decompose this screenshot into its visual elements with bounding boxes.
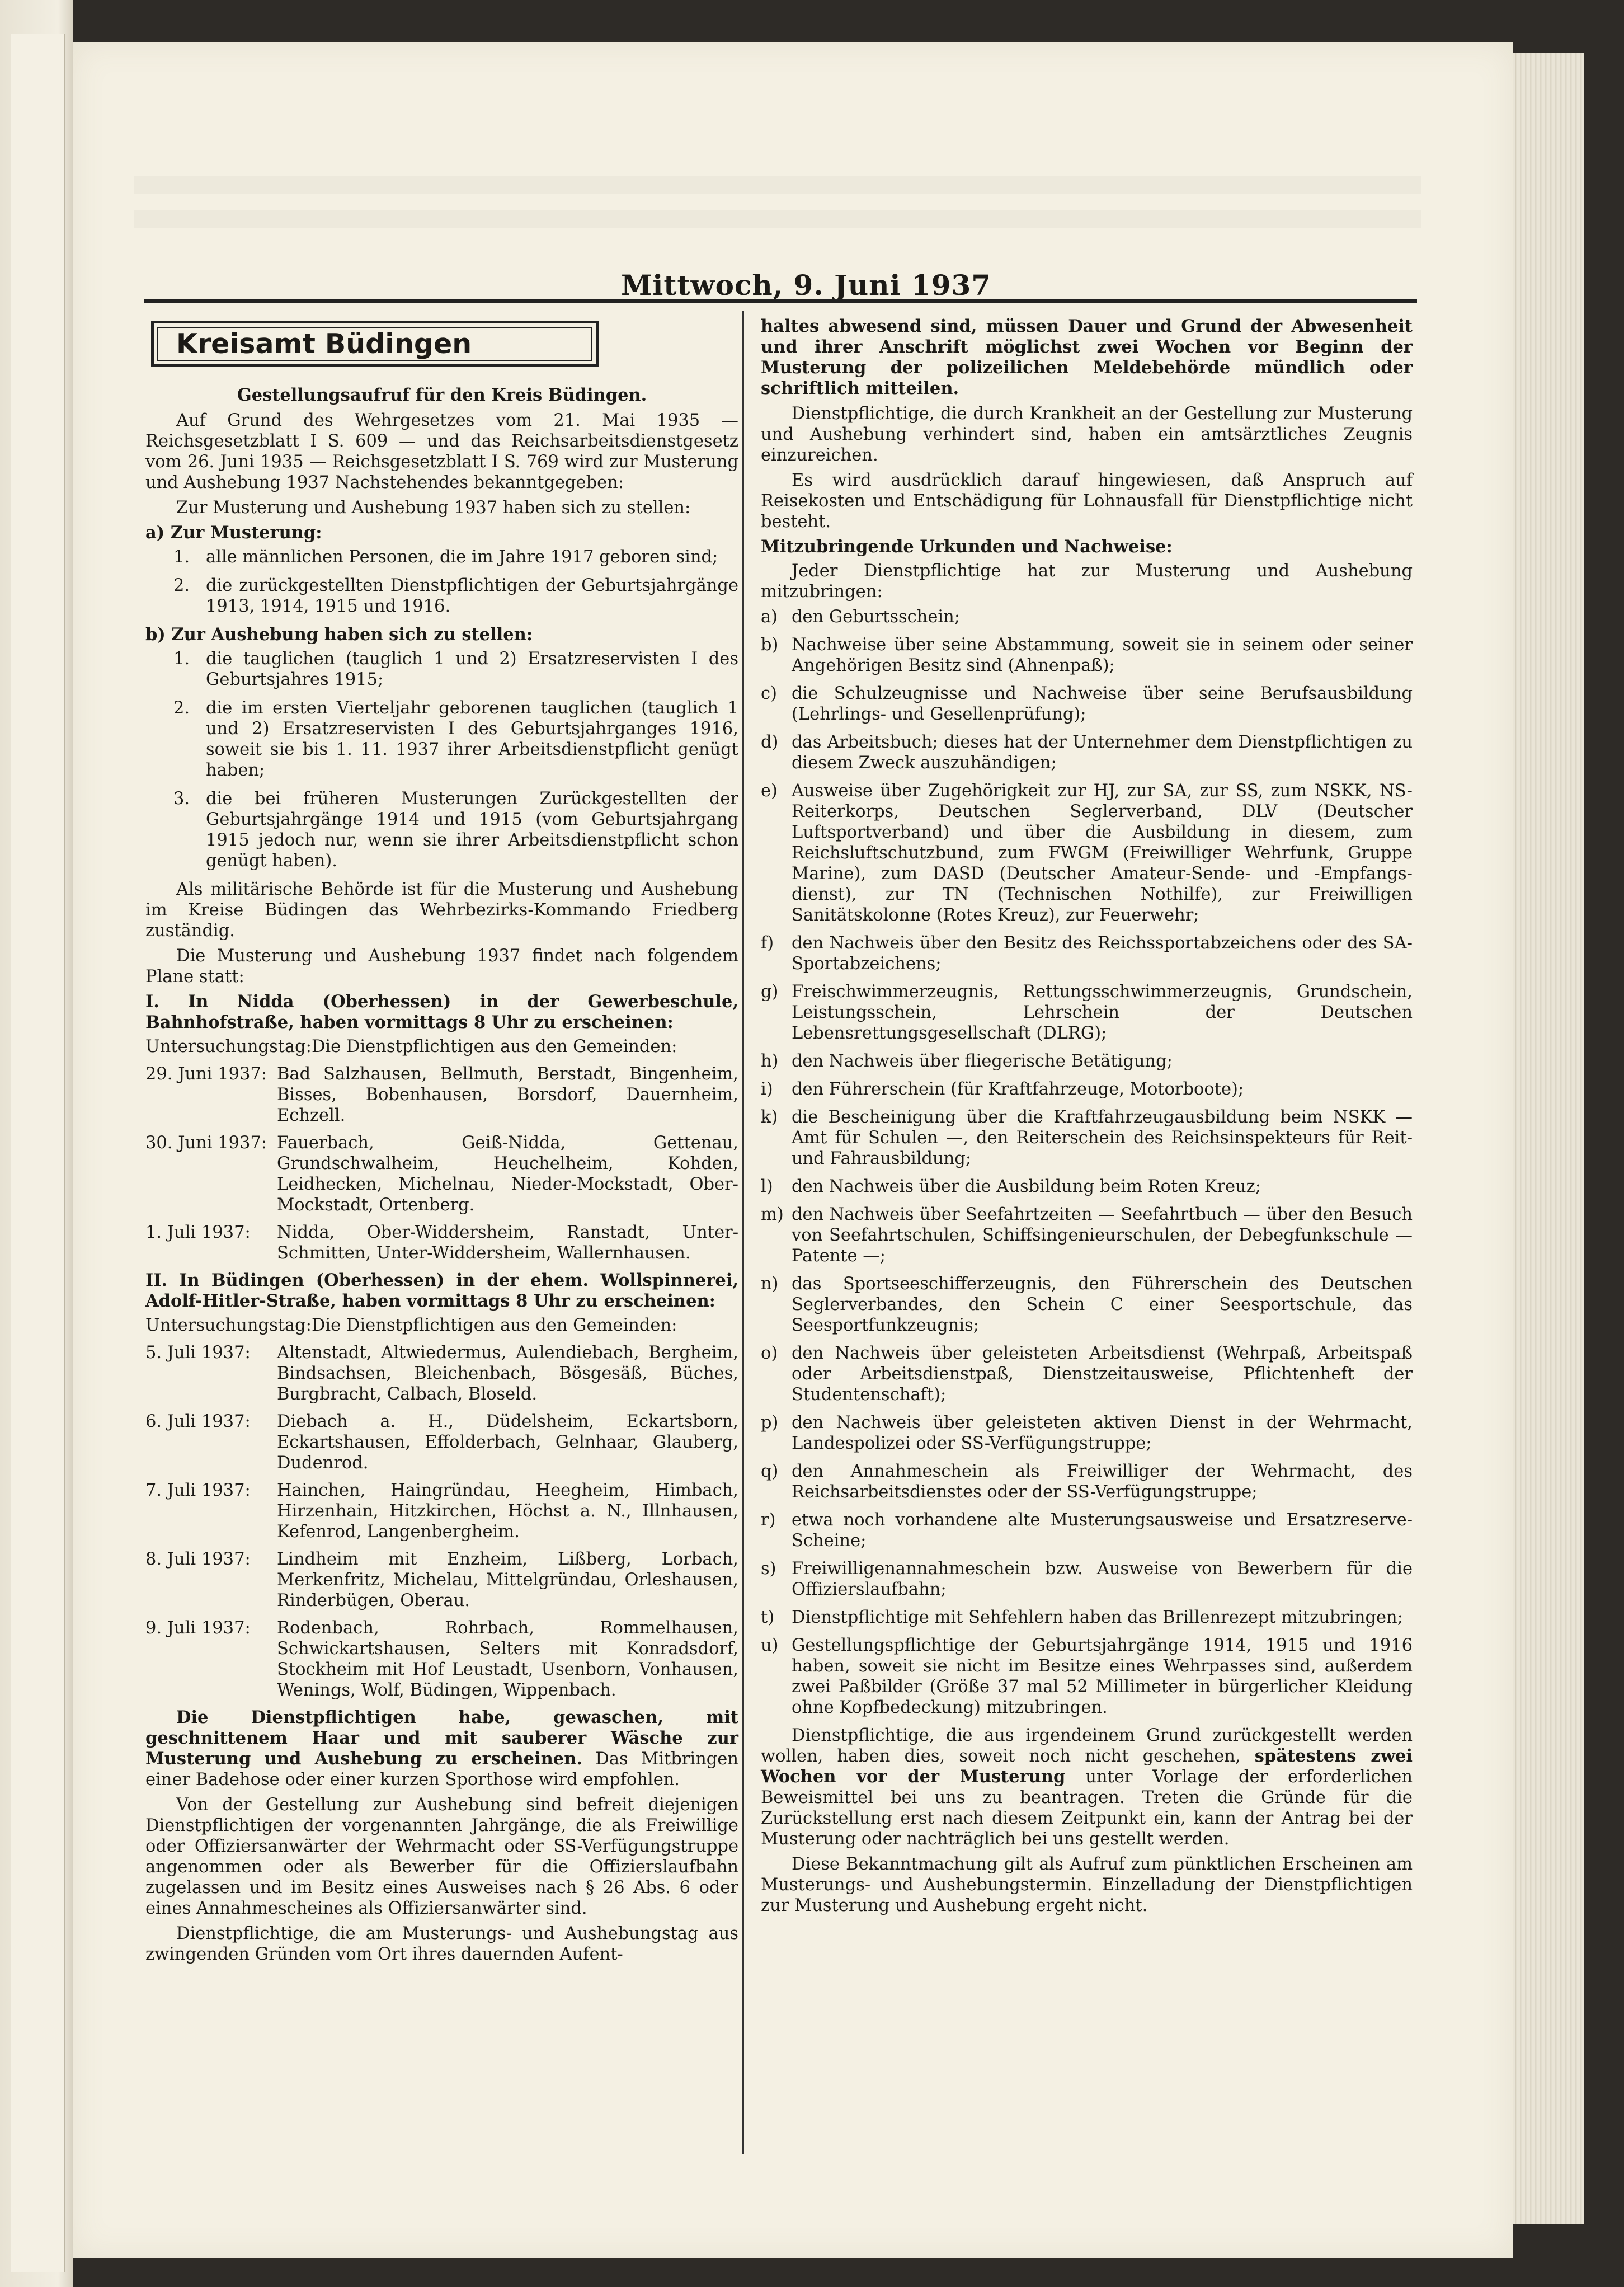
document-item-letter: o) xyxy=(761,1344,778,1363)
section-a-heading: a) Zur Musterung: xyxy=(145,523,322,543)
document-item xyxy=(761,1051,1413,1072)
schedule-row: 29. Juni 1937: Bad Salzhausen, Bellmuth, Berstadt, Bingenheim, Bisses, Bobenhausen, Borsdorf, Dauernheim, Echzell. xyxy=(145,1064,738,1125)
schedule-row: 9. Juli 1937: Rodenbach, Rohrbach, Rommelhausen, Schwickartshausen, Selters mit Konradsdorf, Stockheim mit Hof Leustadt, Usenborn, Vonhausen, Wenings, Wolf, Büdingen, Wippenbach. xyxy=(145,1618,738,1700)
bleed-through-line xyxy=(134,210,1421,228)
intro-paragraph-2: Zur Musterung und Aushebung 1937 haben sich zu stellen: xyxy=(176,498,691,518)
document-item-letter: i) xyxy=(761,1079,773,1099)
absence-paragraph-start: Dienstpflichtige, die am Musterungs- und Aushebungstag aus zwingenden Gründen vom Ort ihres dauernden Aufent- xyxy=(145,1924,738,1964)
list-item: 2. die zurückgestellten Dienstpflichtigen der Geburtsjahrgänge 1913, 1914, 1915 und 1916. xyxy=(173,576,738,616)
document-item-letter: t) xyxy=(761,1608,775,1627)
hygiene-paragraph xyxy=(145,1707,738,1790)
document-item-text: die Bescheinigung über die Kraftfahrzeugausbildung beim NSKK — Amt für Schulen —, den Reiterschein des Reichsinspekteurs für Reit- und Fahrausbildung; xyxy=(792,1107,1413,1168)
document-item-letter: f) xyxy=(761,933,774,953)
document-item-text: den Nachweis über geleisteten aktiven Dienst in der Wehrmacht, Landespolizei oder SS-Verfügungstruppe; xyxy=(792,1413,1413,1453)
document-item-letter: q) xyxy=(761,1462,779,1481)
document-item xyxy=(761,781,1413,926)
document-item xyxy=(761,1343,1413,1405)
document-item-text: den Nachweis über die Ausbildung beim Roten Kreuz; xyxy=(792,1177,1261,1196)
document-item xyxy=(761,1558,1413,1600)
document-item xyxy=(761,1412,1413,1454)
schedule-header: Untersuchungstag: Die Dienstpflichtigen aus den Gemeinden: xyxy=(145,1316,677,1335)
document-item xyxy=(761,1176,1413,1197)
document-item-text: das Arbeitsbuch; dieses hat der Unternehmer dem Dienstpflichtigen zu diesem Zweck auszuhändigen; xyxy=(792,732,1413,773)
document-item-letter: c) xyxy=(761,684,777,703)
intro-paragraph: Auf Grund des Wehrgesetzes vom 21. Mai 1935 — Reichsgesetzblatt I S. 609 — und das Reichsarbeitsdienstgesetz vom 26. Juni 1935 — Reichsgesetzblatt I S. 769 wird zur Musterung und Aushebung 1937 Nachstehendes bekanntgegeben: xyxy=(145,411,738,492)
document-item-letter: b) xyxy=(761,635,779,655)
document-item xyxy=(761,1510,1413,1551)
list-item: 1. die tauglichen (tauglich 1 und 2) Ersatzreservisten I des Geburtsjahres 1915; xyxy=(173,649,738,689)
document-item xyxy=(761,732,1413,773)
left-page-sheet xyxy=(11,34,65,2272)
documents-list xyxy=(761,607,1413,1718)
document-item-letter: s) xyxy=(761,1559,776,1579)
schedule-header: Untersuchungstag: Die Dienstpflichtigen aus den Gemeinden: xyxy=(145,1037,677,1056)
document-item xyxy=(761,1635,1413,1718)
document-item-letter: g) xyxy=(761,982,779,1002)
document-item-text: Ausweise über Zugehörigkeit zur HJ, zur SA, zur SS, zum NSKK, NS-Reiterkorps, Deutschen Seglerverband, DLV (Deutscher Luftsportverband) und über die Ausbildung in diesem, zum Reichsluftschutzbund, zum FWGM (Freiwilliger Wehrfunk, Gruppe Marine), zum DASD (Deutscher Amateur-Sende- und -Empfangs-dienst), zur TN (Technischen Nothilfe), zur Freiwilligen Sanitätskolonne (Rotes Kreuz), zur Feuerwehr; xyxy=(792,781,1413,925)
document-item-text: Dienstpflichtige mit Sehfehlern haben das Brillenrezept mitzubringen; xyxy=(792,1608,1403,1627)
bleed-through-line xyxy=(134,176,1421,194)
deferral-deadline: spätestens zwei Wochen vor der Musterung xyxy=(761,1746,1413,1787)
document-item xyxy=(761,1274,1413,1336)
document-item-letter: l) xyxy=(761,1177,773,1196)
location-I-heading: I. In Nidda (Oberhessen) in der Gewerbeschule, Bahnhofstraße, haben vormittags 8 Uhr zu erscheinen: xyxy=(145,992,738,1032)
document-item-letter: d) xyxy=(761,732,779,752)
document-item xyxy=(761,607,1413,627)
document-item-text: Freischwimmerzeugnis, Rettungsschwimmerzeugnis, Grundschein, Leistungsschein, Lehrschein der Deutschen Lebensrettungsgesellschaft (DLRG); xyxy=(792,982,1413,1043)
hygiene-lead: Die Dienstpflichtigen habe, gewaschen, mit geschnittenem Haar und mit sauberer Wäsche zur Musterung und Aushebung zu erscheinen. xyxy=(145,1707,738,1769)
document-item-letter: p) xyxy=(761,1413,779,1433)
no-compensation-paragraph: Es wird ausdrücklich darauf hingewiesen, daß Anspruch auf Reisekosten und Entschädigung für Lohnausfall für Dienstpflichtige nicht besteht. xyxy=(761,471,1413,532)
document-item-letter: h) xyxy=(761,1051,779,1071)
schedule-row: 5. Juli 1937: Altenstadt, Altwiedermus, Aulendiebach, Bergheim, Bindsachsen, Bleichenbach, Bösgesäß, Büches, Burgbracht, Calbach, Bloseld. xyxy=(145,1343,738,1404)
document-item-letter: a) xyxy=(761,607,778,627)
document-item-text: den Nachweis über geleisteten Arbeitsdienst (Wehrpaß, Arbeitspaß oder Arbeitsdienstpaß, Dienstzeitausweise, Pflichtenheft der Studentenschaft); xyxy=(792,1344,1413,1405)
document-item-text: den Geburtsschein; xyxy=(792,607,961,627)
header-rule xyxy=(144,299,1417,303)
list-item: 3. die bei früheren Musterungen Zurückgestellten der Geburtsjahrgänge 1914 und 1915 (vom Geburtsjahrgang 1915 jedoch nur, wenn sie ihrer Arbeitsdienstpflicht schon genügt haben). xyxy=(173,789,738,871)
final-paragraph: Diese Bekanntmachung gilt als Aufruf zum pünktlichen Erscheinen am Musterungs- und Aushebungstermin. Einzelladung der Dienstpflichtigen zur Musterung und Aushebung ergeht nicht. xyxy=(761,1854,1413,1915)
schedule-row: 7. Juli 1937: Hainchen, Haingründau, Heegheim, Himbach, Hirzenhain, Hitzkirchen, Höchst a. N., Illnhausen, Kefenrod, Langenbergheim. xyxy=(145,1481,738,1542)
list-item: 2. die im ersten Vierteljahr geborenen tauglichen (tauglich 1 und 2) Ersatzreservisten I des Geburtsjahrganges 1916, soweit sie bis 1. 11. 1937 ihrer Arbeitsdienstpflicht genügt haben; xyxy=(173,698,738,780)
newspaper-page xyxy=(73,42,1513,2258)
document-item xyxy=(761,1079,1413,1100)
list-item: 1. alle männlichen Personen, die im Jahre 1917 geboren sind; xyxy=(173,547,718,567)
document-item-text: etwa noch vorhandene alte Musterungsausweise und Ersatzreserve-Scheine; xyxy=(792,1510,1413,1551)
document-item xyxy=(761,1204,1413,1266)
page-header-date: Mittwoch, 9. Juni 1937 xyxy=(621,269,992,302)
authority-paragraph: Als militärische Behörde ist für die Musterung und Aushebung im Kreise Büdingen das Wehrbezirks-Kommando Friedberg zuständig. xyxy=(145,880,738,941)
document-item-letter: u) xyxy=(761,1636,779,1655)
document-item xyxy=(761,982,1413,1044)
document-item xyxy=(761,933,1413,974)
schedule-row: 30. Juni 1937: Fauerbach, Geiß-Nidda, Gettenau, Grundschwalheim, Heuchelheim, Kohden, Leidhecken, Michelnau, Nieder-Mockstadt, Ober-Mockstadt, Ortenberg. xyxy=(145,1133,738,1215)
document-item xyxy=(761,1607,1413,1628)
schedule-row: 6. Juli 1937: Diebach a. H., Düdelsheim, Eckartsborn, Eckartshausen, Effolderbach, Gelnhaar, Glauberg, Dudenrod. xyxy=(145,1412,738,1473)
document-item-text: Freiwilligenannahmeschein bzw. Ausweise von Bewerbern für die Offizierslaufbahn; xyxy=(792,1559,1413,1599)
plan-intro: Die Musterung und Aushebung 1937 findet nach folgendem Plane statt: xyxy=(145,946,738,987)
document-item-text: das Sportseeschifferzeugnis, den Führerschein des Deutschen Seglerverbandes, den Schein C einer Seesportschule, das Seesportfunkzeugnis; xyxy=(792,1274,1413,1335)
documents-intro: Jeder Dienstpflichtige hat zur Musterung und Aushebung mitzubringen: xyxy=(761,561,1413,602)
document-item-text: den Nachweis über fliegerische Betätigung; xyxy=(792,1051,1173,1071)
document-item-letter: e) xyxy=(761,781,778,801)
column-divider xyxy=(742,311,744,2154)
document-item-text: Gestellungspflichtige der Geburtsjahrgänge 1914, 1915 und 1916 haben, soweit sie nicht im Besitze eines Wehrpasses sind, außerdem zwei Paßbilder (Größe 37 mal 52 Millimeter in bürgerlicher Kleidung ohne Kopfbedeckung) mitzubringen. xyxy=(792,1636,1413,1717)
document-item-letter: k) xyxy=(761,1107,778,1127)
sickness-paragraph: Dienstpflichtige, die durch Krankheit an der Gestellung zur Musterung und Aushebung verhindert sind, haben ein amtsärztliches Zeugnis einzureichen. xyxy=(761,404,1413,465)
document-item xyxy=(761,1107,1413,1169)
exemption-paragraph: Von der Gestellung zur Aushebung sind befreit diejenigen Dienstpflichtigen der vorgenannten Jahrgänge, die als Freiwillige oder Offiziersanwärter der Wehrmacht oder SS-Verfügungstruppe angenommen oder als Bewerber für die Offizierslaufbahn zugelassen und im Besitz eines Ausweises nach § 26 Abs. 6 oder eines Annahmescheines als Offiziersanwärter sind. xyxy=(145,1795,738,1918)
document-item-letter: r) xyxy=(761,1510,776,1530)
document-item xyxy=(761,1461,1413,1502)
call-title: Gestellungsaufruf für den Kreis Büdingen. xyxy=(237,385,647,405)
document-item xyxy=(761,635,1413,676)
right-column xyxy=(761,316,1413,1920)
schedule-row: 8. Juli 1937: Lindheim mit Enzheim, Lißberg, Lorbach, Merkenfritz, Michelau, Mittelgründau, Orleshausen, Rinderbügen, Oberau. xyxy=(145,1549,738,1610)
document-item-text: Nachweise über seine Abstammung, soweit sie in seinem oder seiner Angehörigen Besitz sind (Ahnenpaß); xyxy=(792,635,1413,675)
document-item-text: den Annahmeschein als Freiwilliger der Wehrmacht, des Reichsarbeitsdienstes oder der SS-Verfügungstruppe; xyxy=(792,1462,1413,1502)
page-stack-edge xyxy=(1510,53,1584,2224)
document-item xyxy=(761,683,1413,725)
document-item-letter: m) xyxy=(761,1205,784,1224)
absence-paragraph-cont: haltes abwesend sind, müssen Dauer und Grund der Abwesenheit und ihrer Anschrift möglichst zwei Wochen vor Beginn der Musterung der polizeilichen Meldebehörde mündlich oder schriftlich mitteilen. xyxy=(761,316,1413,398)
location-II-heading: II. In Büdingen (Oberhessen) in der ehem. Wollspinnerei, Adolf-Hitler-Straße, haben vormittags 8 Uhr zu erscheinen: xyxy=(145,1270,738,1311)
schedule-row: 1. Juli 1937: Nidda, Ober-Widdersheim, Ranstadt, Unter-Schmitten, Unter-Widdersheim, Wallernhausen. xyxy=(145,1223,738,1263)
documents-heading: Mitzubringende Urkunden und Nachweise: xyxy=(761,537,1173,557)
hygiene-rest: Das Mitbringen einer Badehose oder einer kurzen Sporthose wird empfohlen. xyxy=(145,1749,739,1790)
left-column xyxy=(145,316,738,1969)
deferral-paragraph: Dienstpflichtige, die aus irgendeinem Grund zurückgestellt werden wollen, haben dies, soweit noch nicht geschehen, spätestens zwei Wochen vor der Musterung unter Vorlage der erforderlichen Beweismittel bei uns zu beantragen. Treten die Gründe für die Zurückstellung erst nach diesem Zeitpunkt ein, kann der Antrag bei der Musterung oder nachträglich bei uns gestellt werden. xyxy=(761,1726,1413,1849)
document-item-text: die Schulzeugnisse und Nachweise über seine Berufsausbildung (Lehrlings- und Gesellenprüfung); xyxy=(792,684,1413,724)
document-item-text: den Nachweis über Seefahrtzeiten — Seefahrtbuch — über den Besuch von Seefahrtschulen, Schiffsingenieurschulen, der Debegfunkschule — Patente —; xyxy=(792,1205,1413,1266)
office-title-box: Kreisamt Büdingen xyxy=(151,321,599,367)
document-item-letter: n) xyxy=(761,1274,779,1294)
document-item-text: den Führerschein (für Kraftfahrzeuge, Motorboote); xyxy=(792,1079,1244,1099)
left-page-edge xyxy=(0,0,73,2287)
section-b-heading: b) Zur Aushebung haben sich zu stellen: xyxy=(145,624,533,645)
document-item-text: den Nachweis über den Besitz des Reichssportabzeichens oder des SA-Sportabzeichens; xyxy=(792,933,1413,974)
